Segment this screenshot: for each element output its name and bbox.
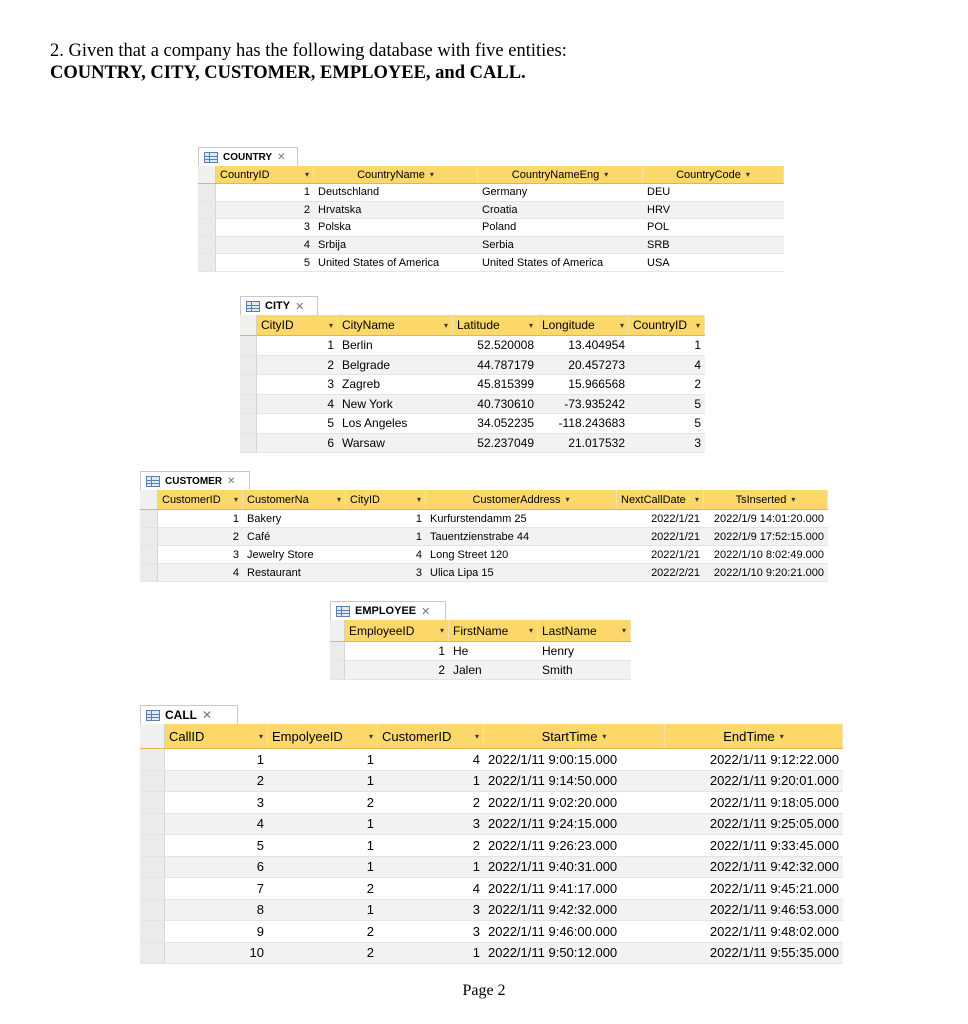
cell-customeraddress[interactable]: Ulica Lipa 15 [430, 566, 494, 579]
cell-cityid[interactable]: 3 [327, 377, 334, 392]
cell-customerid[interactable]: 2 [472, 794, 480, 810]
select-all-corner[interactable] [198, 166, 216, 183]
employee-tab[interactable] [330, 601, 446, 620]
dropdown-arrow-icon[interactable]: ▾ [416, 495, 421, 504]
cell-countrynameeng[interactable]: Serbia [482, 239, 514, 252]
table-row[interactable] [140, 564, 828, 582]
cell-tsinserted[interactable]: 2022/1/9 14:01:20.000 [713, 512, 824, 525]
dropdown-arrow-icon[interactable]: ▾ [528, 626, 533, 635]
cell-callid[interactable]: 1 [256, 751, 264, 767]
cell-nextcalldate[interactable]: 2022/1/21 [651, 512, 700, 525]
cell-starttime[interactable]: 2022/1/11 9:50:12.000 [488, 945, 618, 961]
column-header-countryname[interactable] [314, 166, 478, 183]
cell-longitude[interactable]: 20.457273 [568, 357, 625, 372]
cell-countryid[interactable]: 2 [694, 377, 701, 392]
table-row[interactable] [140, 510, 828, 528]
dropdown-arrow-icon[interactable]: ▾ [328, 320, 333, 330]
column-header-label: CityID [261, 318, 294, 332]
cell-cityid[interactable]: 1 [415, 530, 422, 543]
cell-callid[interactable]: 3 [256, 794, 264, 810]
table-row[interactable] [240, 336, 705, 356]
cell-starttime[interactable]: 2022/1/11 9:42:32.000 [488, 902, 618, 918]
column-header-lastname[interactable] [538, 620, 631, 641]
table-row[interactable] [140, 814, 843, 836]
cell-cityname[interactable]: Warsaw [342, 435, 385, 450]
cell-countrynameeng[interactable]: Germany [482, 186, 528, 199]
row-selector[interactable] [240, 395, 257, 414]
employee-header-row [330, 620, 631, 642]
select-all-corner[interactable] [140, 490, 158, 509]
cell-countryid[interactable]: 1 [694, 338, 701, 353]
cell-empolyeeid[interactable]: 1 [366, 773, 374, 789]
cell-nextcalldate[interactable]: 2022/1/21 [651, 548, 700, 561]
cell-countryid[interactable]: 5 [694, 416, 701, 431]
table-icon [204, 152, 218, 163]
dropdown-arrow-icon[interactable]: ▾ [429, 170, 434, 179]
country-tab[interactable] [198, 147, 298, 166]
cell-tsinserted[interactable]: 2022/1/10 9:20:21.000 [713, 566, 824, 579]
cell-countrycode[interactable]: SRB [647, 239, 670, 252]
cell-lastname[interactable]: Henry [542, 644, 575, 658]
column-header-label: CustomerID [162, 493, 221, 506]
column-header-starttime[interactable] [484, 724, 665, 748]
dropdown-arrow-icon[interactable]: ▾ [779, 731, 784, 741]
city-header-row [240, 315, 705, 336]
cell-empolyeeid[interactable]: 2 [366, 880, 374, 896]
cell-endtime[interactable]: 2022/1/11 9:55:35.000 [709, 945, 839, 961]
cell-countrycode[interactable]: DEU [647, 186, 671, 199]
table-row[interactable] [198, 202, 784, 220]
cell-longitude[interactable]: 13.404954 [568, 338, 625, 353]
table-row[interactable] [198, 184, 784, 202]
cell-cityid[interactable]: 4 [327, 396, 334, 411]
column-header-tsinserted[interactable] [704, 490, 828, 509]
cell-callid[interactable]: 4 [256, 816, 264, 832]
cell-endtime[interactable]: 2022/1/11 9:20:01.000 [709, 773, 839, 789]
cell-countryname[interactable]: United States of America [318, 256, 440, 269]
cell-countrynameeng[interactable]: Poland [482, 221, 517, 234]
column-header-cityid[interactable] [346, 490, 426, 509]
row-selector[interactable] [198, 237, 216, 254]
table-icon [146, 476, 160, 487]
row-selector[interactable] [198, 219, 216, 236]
dropdown-arrow-icon[interactable]: ▾ [602, 731, 607, 741]
cell-callid[interactable]: 5 [256, 837, 264, 853]
city-tab-label: CITY [265, 300, 291, 312]
table-row[interactable] [140, 943, 843, 965]
cell-customerid[interactable]: 2 [472, 837, 480, 853]
table-row[interactable] [330, 642, 631, 661]
row-selector[interactable] [140, 528, 158, 545]
cell-endtime[interactable]: 2022/1/11 9:45:21.000 [709, 880, 839, 896]
column-header-cityid[interactable] [257, 315, 338, 335]
row-selector[interactable] [198, 202, 216, 219]
column-header-label: CustomerNa [247, 493, 309, 506]
table-row[interactable] [140, 546, 828, 564]
table-row[interactable] [140, 857, 843, 879]
table-row[interactable] [140, 878, 843, 900]
close-icon[interactable]: ✕ [202, 708, 213, 722]
cell-countrycode[interactable]: USA [647, 256, 670, 269]
call-rows [140, 749, 843, 964]
row-selector[interactable] [240, 336, 257, 355]
table-row[interactable] [140, 921, 843, 943]
table-row[interactable] [240, 356, 705, 376]
cell-cityid[interactable]: 4 [415, 548, 422, 561]
table-row[interactable] [198, 237, 784, 255]
cell-customeraddress[interactable]: Tauentzienstrabe 44 [430, 530, 530, 543]
table-row[interactable] [240, 434, 705, 454]
cell-cityid[interactable]: 3 [415, 566, 422, 579]
cell-cityname[interactable]: Berlin [342, 338, 373, 353]
cell-customerid[interactable]: 4 [232, 566, 239, 579]
cell-countryid[interactable]: 2 [303, 203, 310, 216]
row-selector[interactable] [198, 184, 216, 201]
country-rows [198, 184, 784, 272]
row-selector[interactable] [140, 921, 165, 942]
cell-empolyeeid[interactable]: 1 [366, 859, 374, 875]
cell-latitude[interactable]: 45.815399 [477, 377, 534, 392]
table-row[interactable] [198, 254, 784, 272]
cell-countryid[interactable]: 5 [694, 396, 701, 411]
cell-latitude[interactable]: 40.730610 [477, 396, 534, 411]
column-header-customerna[interactable] [243, 490, 346, 509]
cell-endtime[interactable]: 2022/1/11 9:12:22.000 [709, 751, 839, 767]
cell-customerid[interactable]: 1 [472, 945, 480, 961]
cell-customerna[interactable]: Jewelry Store [247, 548, 314, 561]
table-row[interactable] [240, 414, 705, 434]
row-selector[interactable] [140, 943, 165, 964]
column-header-endtime[interactable] [665, 724, 843, 748]
cell-lastname[interactable]: Smith [542, 663, 573, 677]
row-selector[interactable] [140, 857, 165, 878]
cell-starttime[interactable]: 2022/1/11 9:26:23.000 [488, 837, 618, 853]
column-header-label: CallID [169, 728, 205, 744]
cell-nextcalldate[interactable]: 2022/1/21 [651, 530, 700, 543]
row-selector[interactable] [140, 792, 165, 813]
country-header-row [198, 166, 784, 184]
cell-customerid[interactable]: 1 [472, 859, 480, 875]
cell-countryname[interactable]: Srbija [318, 239, 347, 252]
question-line-2: COUNTRY, CITY, CUSTOMER, EMPLOYEE, and CALL. [50, 63, 526, 83]
row-selector[interactable] [198, 254, 216, 271]
row-selector[interactable] [240, 434, 257, 453]
cell-tsinserted[interactable]: 2022/1/10 8:02:49.000 [713, 548, 824, 561]
column-header-label: CityName [342, 318, 395, 332]
dropdown-arrow-icon[interactable]: ▾ [528, 320, 533, 330]
dropdown-arrow-icon[interactable]: ▾ [695, 320, 700, 330]
cell-customerid[interactable]: 3 [472, 902, 480, 918]
table-row[interactable] [140, 835, 843, 857]
cell-countrycode[interactable]: POL [647, 221, 670, 234]
cell-latitude[interactable]: 44.787179 [477, 357, 534, 372]
cell-callid[interactable]: 6 [256, 859, 264, 875]
column-header-label: LastName [542, 623, 597, 638]
row-selector[interactable] [140, 771, 165, 792]
close-icon[interactable]: ✕ [227, 475, 236, 487]
table-row[interactable] [240, 395, 705, 415]
table-row[interactable] [330, 661, 631, 680]
cell-customerid[interactable]: 4 [472, 880, 480, 896]
cell-customerid[interactable]: 2 [232, 530, 239, 543]
call-tab-label: CALL [165, 708, 197, 722]
column-header-label: CountryName [357, 168, 425, 181]
table-row[interactable] [198, 219, 784, 237]
country-tab-label: COUNTRY [223, 151, 273, 163]
cell-cityname[interactable]: Belgrade [342, 357, 391, 372]
dropdown-arrow-icon[interactable]: ▾ [233, 495, 238, 504]
table-row[interactable] [140, 900, 843, 922]
cell-customeraddress[interactable]: Long Street 120 [430, 548, 509, 561]
call-tab[interactable] [140, 705, 238, 724]
cell-starttime[interactable]: 2022/1/11 9:00:15.000 [488, 751, 618, 767]
dropdown-arrow-icon[interactable]: ▾ [791, 495, 796, 504]
cell-starttime[interactable]: 2022/1/11 9:46:00.000 [488, 923, 618, 939]
column-header-customerid[interactable] [378, 724, 484, 748]
column-header-label: CountryID [633, 318, 688, 332]
dropdown-arrow-icon[interactable]: ▾ [439, 626, 444, 635]
column-header-label: CustomerID [382, 728, 452, 744]
select-all-corner[interactable] [140, 724, 165, 748]
column-header-label: Longitude [542, 318, 595, 332]
cell-longitude[interactable]: -118.243683 [558, 416, 625, 431]
dropdown-arrow-icon[interactable]: ▾ [443, 320, 448, 330]
row-selector[interactable] [330, 642, 345, 660]
cell-customerid[interactable]: 3 [472, 923, 480, 939]
cell-starttime[interactable]: 2022/1/11 9:24:15.000 [488, 816, 618, 832]
column-header-label: FirstName [453, 623, 509, 638]
column-header-longitude[interactable] [538, 315, 629, 335]
cell-customerid[interactable]: 3 [232, 548, 239, 561]
column-header-label: EndTime [723, 728, 775, 744]
cell-nextcalldate[interactable]: 2022/2/21 [651, 566, 700, 579]
column-header-countrycode[interactable] [643, 166, 784, 183]
row-selector[interactable] [140, 564, 158, 581]
cell-endtime[interactable]: 2022/1/11 9:46:53.000 [709, 902, 839, 918]
table-row[interactable] [240, 375, 705, 395]
cell-callid[interactable]: 9 [256, 923, 264, 939]
cell-tsinserted[interactable]: 2022/1/9 17:52:15.000 [713, 530, 824, 543]
row-selector[interactable] [240, 356, 257, 375]
column-header-countryid[interactable] [629, 315, 705, 335]
customer-rows [140, 510, 828, 582]
column-header-nextcalldate[interactable] [617, 490, 704, 509]
cell-cityname[interactable]: Los Angeles [342, 416, 408, 431]
customer-tab-label: CUSTOMER [165, 475, 223, 487]
row-selector[interactable] [140, 878, 165, 899]
cell-empolyeeid[interactable]: 1 [366, 816, 374, 832]
column-header-label: CountryCode [676, 168, 741, 181]
cell-cityid[interactable]: 1 [415, 512, 422, 525]
dropdown-arrow-icon[interactable]: ▾ [474, 731, 479, 741]
row-selector[interactable] [140, 546, 158, 563]
dropdown-arrow-icon[interactable]: ▾ [745, 170, 750, 179]
employee-tab-label: EMPLOYEE [355, 605, 417, 617]
customer-tab[interactable] [140, 471, 250, 490]
cell-endtime[interactable]: 2022/1/11 9:48:02.000 [709, 923, 839, 939]
column-header-cityname[interactable] [338, 315, 453, 335]
cell-countryid[interactable]: 1 [303, 186, 310, 199]
cell-empolyeeid[interactable]: 1 [366, 751, 374, 767]
dropdown-arrow-icon[interactable]: ▾ [619, 320, 624, 330]
column-header-label: EmployeeID [349, 623, 415, 638]
cell-latitude[interactable]: 52.237049 [477, 435, 534, 450]
column-header-label: CustomerAddress [472, 493, 561, 506]
cell-empolyeeid[interactable]: 1 [366, 837, 374, 853]
row-selector[interactable] [140, 900, 165, 921]
row-selector[interactable] [140, 749, 165, 770]
cell-employeeid[interactable]: 1 [438, 644, 445, 658]
cell-latitude[interactable]: 34.052235 [477, 416, 534, 431]
cell-customerid[interactable]: 1 [472, 773, 480, 789]
table-row[interactable] [140, 771, 843, 793]
dropdown-arrow-icon[interactable]: ▾ [565, 495, 570, 504]
cell-countryname[interactable]: Polska [318, 221, 352, 234]
column-header-label: CountryID [220, 168, 270, 181]
cell-cityname[interactable]: Zagreb [342, 377, 381, 392]
cell-countryid[interactable]: 4 [694, 357, 701, 372]
cell-customeraddress[interactable]: Kurfurstendamm 25 [430, 512, 527, 525]
close-icon[interactable]: ✕ [421, 605, 431, 618]
dropdown-arrow-icon[interactable]: ▾ [604, 170, 609, 179]
cell-starttime[interactable]: 2022/1/11 9:02:20.000 [488, 794, 618, 810]
cell-endtime[interactable]: 2022/1/11 9:42:32.000 [709, 859, 839, 875]
cell-longitude[interactable]: 21.017532 [568, 435, 625, 450]
dropdown-arrow-icon[interactable]: ▾ [694, 495, 699, 504]
cell-starttime[interactable]: 2022/1/11 9:41:17.000 [488, 880, 618, 896]
cell-starttime[interactable]: 2022/1/11 9:14:50.000 [488, 773, 618, 789]
column-header-customerid[interactable] [158, 490, 243, 509]
cell-countrycode[interactable]: HRV [647, 203, 671, 216]
row-selector[interactable] [240, 414, 257, 433]
question-line-1: 2. Given that a company has the following database with five entities: [50, 41, 567, 61]
cell-countrynameeng[interactable]: United States of America [482, 256, 604, 269]
cell-callid[interactable]: 2 [256, 773, 264, 789]
cell-customerna[interactable]: Restaurant [247, 566, 301, 579]
cell-longitude[interactable]: -73.935242 [564, 396, 625, 411]
cell-customerna[interactable]: Bakery [247, 512, 282, 525]
column-header-callid[interactable] [165, 724, 268, 748]
cell-countryid[interactable]: 4 [303, 239, 310, 252]
cell-latitude[interactable]: 52.520008 [477, 338, 534, 353]
dropdown-arrow-icon[interactable]: ▾ [336, 495, 341, 504]
cell-customerna[interactable]: Café [247, 530, 271, 543]
dropdown-arrow-icon[interactable]: ▾ [258, 731, 263, 741]
column-header-countrynameeng[interactable] [478, 166, 643, 183]
cell-firstname[interactable]: He [453, 644, 469, 658]
column-header-label: EmpolyeeID [272, 728, 343, 744]
cell-countryid[interactable]: 3 [303, 221, 310, 234]
cell-cityid[interactable]: 6 [327, 435, 334, 450]
cell-cityid[interactable]: 5 [327, 416, 334, 431]
column-header-latitude[interactable] [453, 315, 538, 335]
cell-countryid[interactable]: 5 [303, 256, 310, 269]
cell-starttime[interactable]: 2022/1/11 9:40:31.000 [488, 859, 618, 875]
cell-customerid[interactable]: 1 [232, 512, 239, 525]
customer-header-row [140, 490, 828, 510]
cell-countrynameeng[interactable]: Croatia [482, 203, 518, 216]
dropdown-arrow-icon[interactable]: ▾ [368, 731, 373, 741]
cell-cityid[interactable]: 1 [327, 338, 334, 353]
table-icon [336, 606, 350, 617]
row-selector[interactable] [140, 835, 165, 856]
cell-empolyeeid[interactable]: 1 [366, 902, 374, 918]
row-selector[interactable] [330, 661, 345, 679]
column-header-customeraddress[interactable] [426, 490, 617, 509]
cell-countryid[interactable]: 3 [694, 435, 701, 450]
column-header-label: Latitude [457, 318, 500, 332]
column-header-empolyeeid[interactable] [268, 724, 378, 748]
cell-callid[interactable]: 10 [249, 945, 264, 961]
row-selector[interactable] [240, 375, 257, 394]
table-icon [146, 710, 160, 721]
select-all-corner[interactable] [240, 315, 257, 335]
dropdown-arrow-icon[interactable]: ▾ [304, 170, 309, 179]
cell-employeeid[interactable]: 2 [438, 663, 445, 677]
column-header-employeeid[interactable] [345, 620, 449, 641]
cell-customerid[interactable]: 4 [472, 751, 480, 767]
city-tab[interactable] [240, 296, 318, 315]
page-number: Page 2 [462, 982, 506, 999]
employee-rows [330, 642, 631, 680]
cell-longitude[interactable]: 15.966568 [568, 377, 625, 392]
column-header-label: TsInserted [735, 493, 787, 506]
row-selector[interactable] [140, 814, 165, 835]
cell-countryname[interactable]: Deutschland [318, 186, 380, 199]
cell-empolyeeid[interactable]: 2 [366, 945, 374, 961]
cell-firstname[interactable]: Jalen [453, 663, 482, 677]
cell-callid[interactable]: 7 [256, 880, 264, 896]
column-header-label: CityID [350, 493, 380, 506]
column-header-label: NextCallDate [621, 493, 686, 506]
city-rows [240, 336, 705, 453]
cell-empolyeeid[interactable]: 2 [366, 794, 374, 810]
table-row[interactable] [140, 749, 843, 771]
cell-empolyeeid[interactable]: 2 [366, 923, 374, 939]
close-icon[interactable]: ✕ [277, 151, 286, 163]
question-text [50, 40, 567, 84]
cell-callid[interactable]: 8 [256, 902, 264, 918]
cell-endtime[interactable]: 2022/1/11 9:18:05.000 [709, 794, 839, 810]
column-header-countryid[interactable] [216, 166, 314, 183]
table-row[interactable] [140, 528, 828, 546]
cell-cityname[interactable]: New York [342, 396, 393, 411]
close-icon[interactable]: ✕ [295, 300, 305, 313]
select-all-corner[interactable] [330, 620, 345, 641]
table-icon [246, 301, 260, 312]
cell-endtime[interactable]: 2022/1/11 9:33:45.000 [709, 837, 839, 853]
row-selector[interactable] [140, 510, 158, 527]
column-header-label: CountryNameEng [511, 168, 600, 181]
cell-countryname[interactable]: Hrvatska [318, 203, 362, 216]
call-header-row [140, 724, 843, 749]
cell-customerid[interactable]: 3 [472, 816, 480, 832]
table-row[interactable] [140, 792, 843, 814]
column-header-label: StartTime [541, 728, 598, 744]
cell-cityid[interactable]: 2 [327, 357, 334, 372]
dropdown-arrow-icon[interactable]: ▾ [621, 626, 626, 635]
cell-endtime[interactable]: 2022/1/11 9:25:05.000 [709, 816, 839, 832]
column-header-firstname[interactable] [449, 620, 538, 641]
